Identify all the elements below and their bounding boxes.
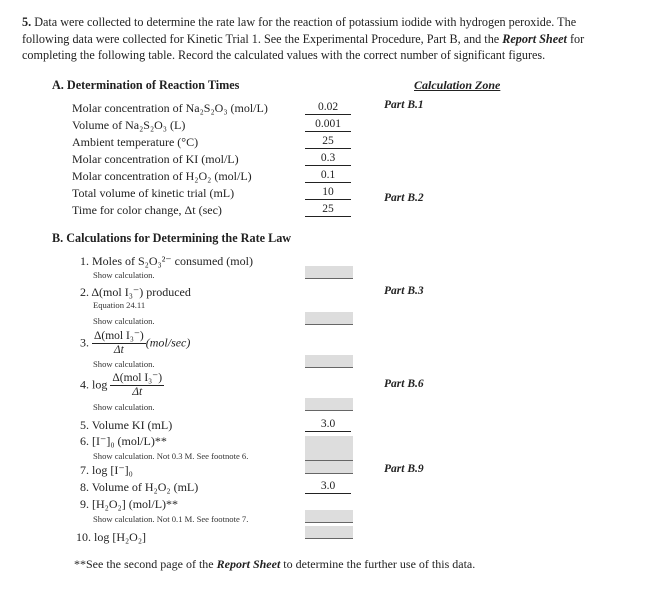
row-label-ki-conc: Molar concentration of KI (mol/L) (72, 152, 239, 166)
item-8-label: 8. Volume of H₂O₂ (mL) (80, 480, 199, 494)
value-temperature: 25 (305, 135, 351, 149)
item-7-label: 7. log [I⁻]₀ (80, 463, 133, 477)
answer-field-1[interactable] (305, 266, 353, 279)
row-label-total-volume: Total volume of kinetic trial (mL) (72, 186, 235, 200)
report-sheet-ref: Report Sheet (502, 31, 567, 46)
footnote-suffix: to determine the further use of this data. (280, 557, 476, 571)
item-5-label: 5. Volume KI (mL) (80, 418, 173, 432)
part-b2-label: Part B.2 (384, 192, 424, 204)
item-2-note: Show calculation. (93, 316, 155, 326)
item-3-number: 3. (80, 335, 89, 350)
question-number: 5. (22, 15, 32, 29)
answer-field-3[interactable] (305, 355, 353, 368)
question-text-part1: Data were collected to determine the rate law for the reaction of potassium iodide with hydrogen peroxide. The following data were collected for Kinetic Trial 1. See the Experimental Procedure, Part B, and the (22, 15, 577, 46)
section-b-title: B. Calculations for Determining the Rate Law (52, 231, 292, 245)
item-10-label: 10. log [H₂O₂] (76, 530, 147, 544)
part-b3-label: Part B.3 (384, 285, 424, 297)
item-4-numerator: Δ(mol I₃⁻) (112, 372, 163, 384)
item-1-label: 1. Moles of S₂O₃²⁻ consumed (mol) (80, 254, 253, 268)
part-b1-label: Part B.1 (384, 99, 424, 111)
section-a-title: A. Determination of Reaction Times (52, 78, 240, 92)
calculation-zone-title: Calculation Zone (414, 78, 501, 92)
value-ki-conc: 0.3 (305, 152, 351, 166)
item-4 (80, 372, 164, 399)
item-1-note: Show calculation. (93, 270, 155, 280)
item-5-value: 3.0 (305, 418, 351, 432)
row-label-h2o2-conc: Molar concentration of H₂O₂ (mol/L) (72, 169, 252, 183)
item-3-unit: (mol/sec) (145, 335, 191, 350)
value-total-volume: 10 (305, 186, 351, 200)
row-label-time: Time for color change, Δt (sec) (72, 203, 222, 217)
value-nass-volume: 0.001 (305, 118, 351, 132)
item-4-label: 4. log (80, 377, 108, 392)
answer-field-4[interactable] (305, 398, 353, 411)
answer-field-7[interactable] (305, 461, 353, 474)
item-3-note: Show calculation. (93, 359, 155, 369)
item-3-numerator: Δ(mol I₃⁻) (94, 330, 144, 342)
item-8-value: 3.0 (305, 480, 351, 494)
row-label-nass-volume: Volume of Na₂S₂O₃ (L) (72, 118, 186, 132)
footnote-prefix: **See the second page of the (74, 557, 217, 571)
item-3 (80, 330, 190, 357)
answer-field-10[interactable] (305, 526, 353, 539)
item-4-denominator: Δt (132, 386, 143, 398)
part-b9-label: Part B.9 (384, 463, 424, 475)
value-nass-conc: 0.02 (305, 101, 351, 115)
item-4-fraction (110, 372, 164, 399)
item-9-label: 9. [H₂O₂] (mol/L)** (80, 497, 179, 511)
item-2-label: 2. Δ(mol I₃⁻) produced (80, 285, 191, 299)
answer-field-2[interactable] (305, 312, 353, 325)
value-time: 25 (305, 203, 351, 217)
row-label-temperature: Ambient temperature (°C) (72, 135, 199, 149)
item-9-note: Show calculation. Not 0.1 M. See footnote 7. (93, 514, 249, 524)
item-6-note: Show calculation. Not 0.3 M. See footnote 6. (93, 451, 249, 461)
answer-field-9[interactable] (305, 510, 353, 523)
item-3-denominator: Δt (113, 344, 124, 356)
part-b6-label: Part B.6 (384, 378, 424, 390)
value-h2o2-conc: 0.1 (305, 169, 351, 183)
question-text-part2: for completing the following table. Record the calculated values with the correct number of significant figures. (22, 31, 585, 62)
item-2-equation-note: Equation 24.11 (93, 300, 146, 310)
question-text (22, 14, 622, 64)
item-4-note: Show calculation. (93, 402, 155, 412)
footnote-report-sheet: Report Sheet (216, 557, 281, 571)
item-6-label: 6. [I⁻]₀ (mol/L)** (80, 434, 167, 448)
row-label-nass-conc: Molar concentration of Na₂S₂O₃ (mol/L) (72, 101, 268, 115)
footnote (74, 557, 475, 572)
item-3-fraction (92, 330, 146, 357)
answer-field-6b[interactable] (305, 448, 353, 461)
